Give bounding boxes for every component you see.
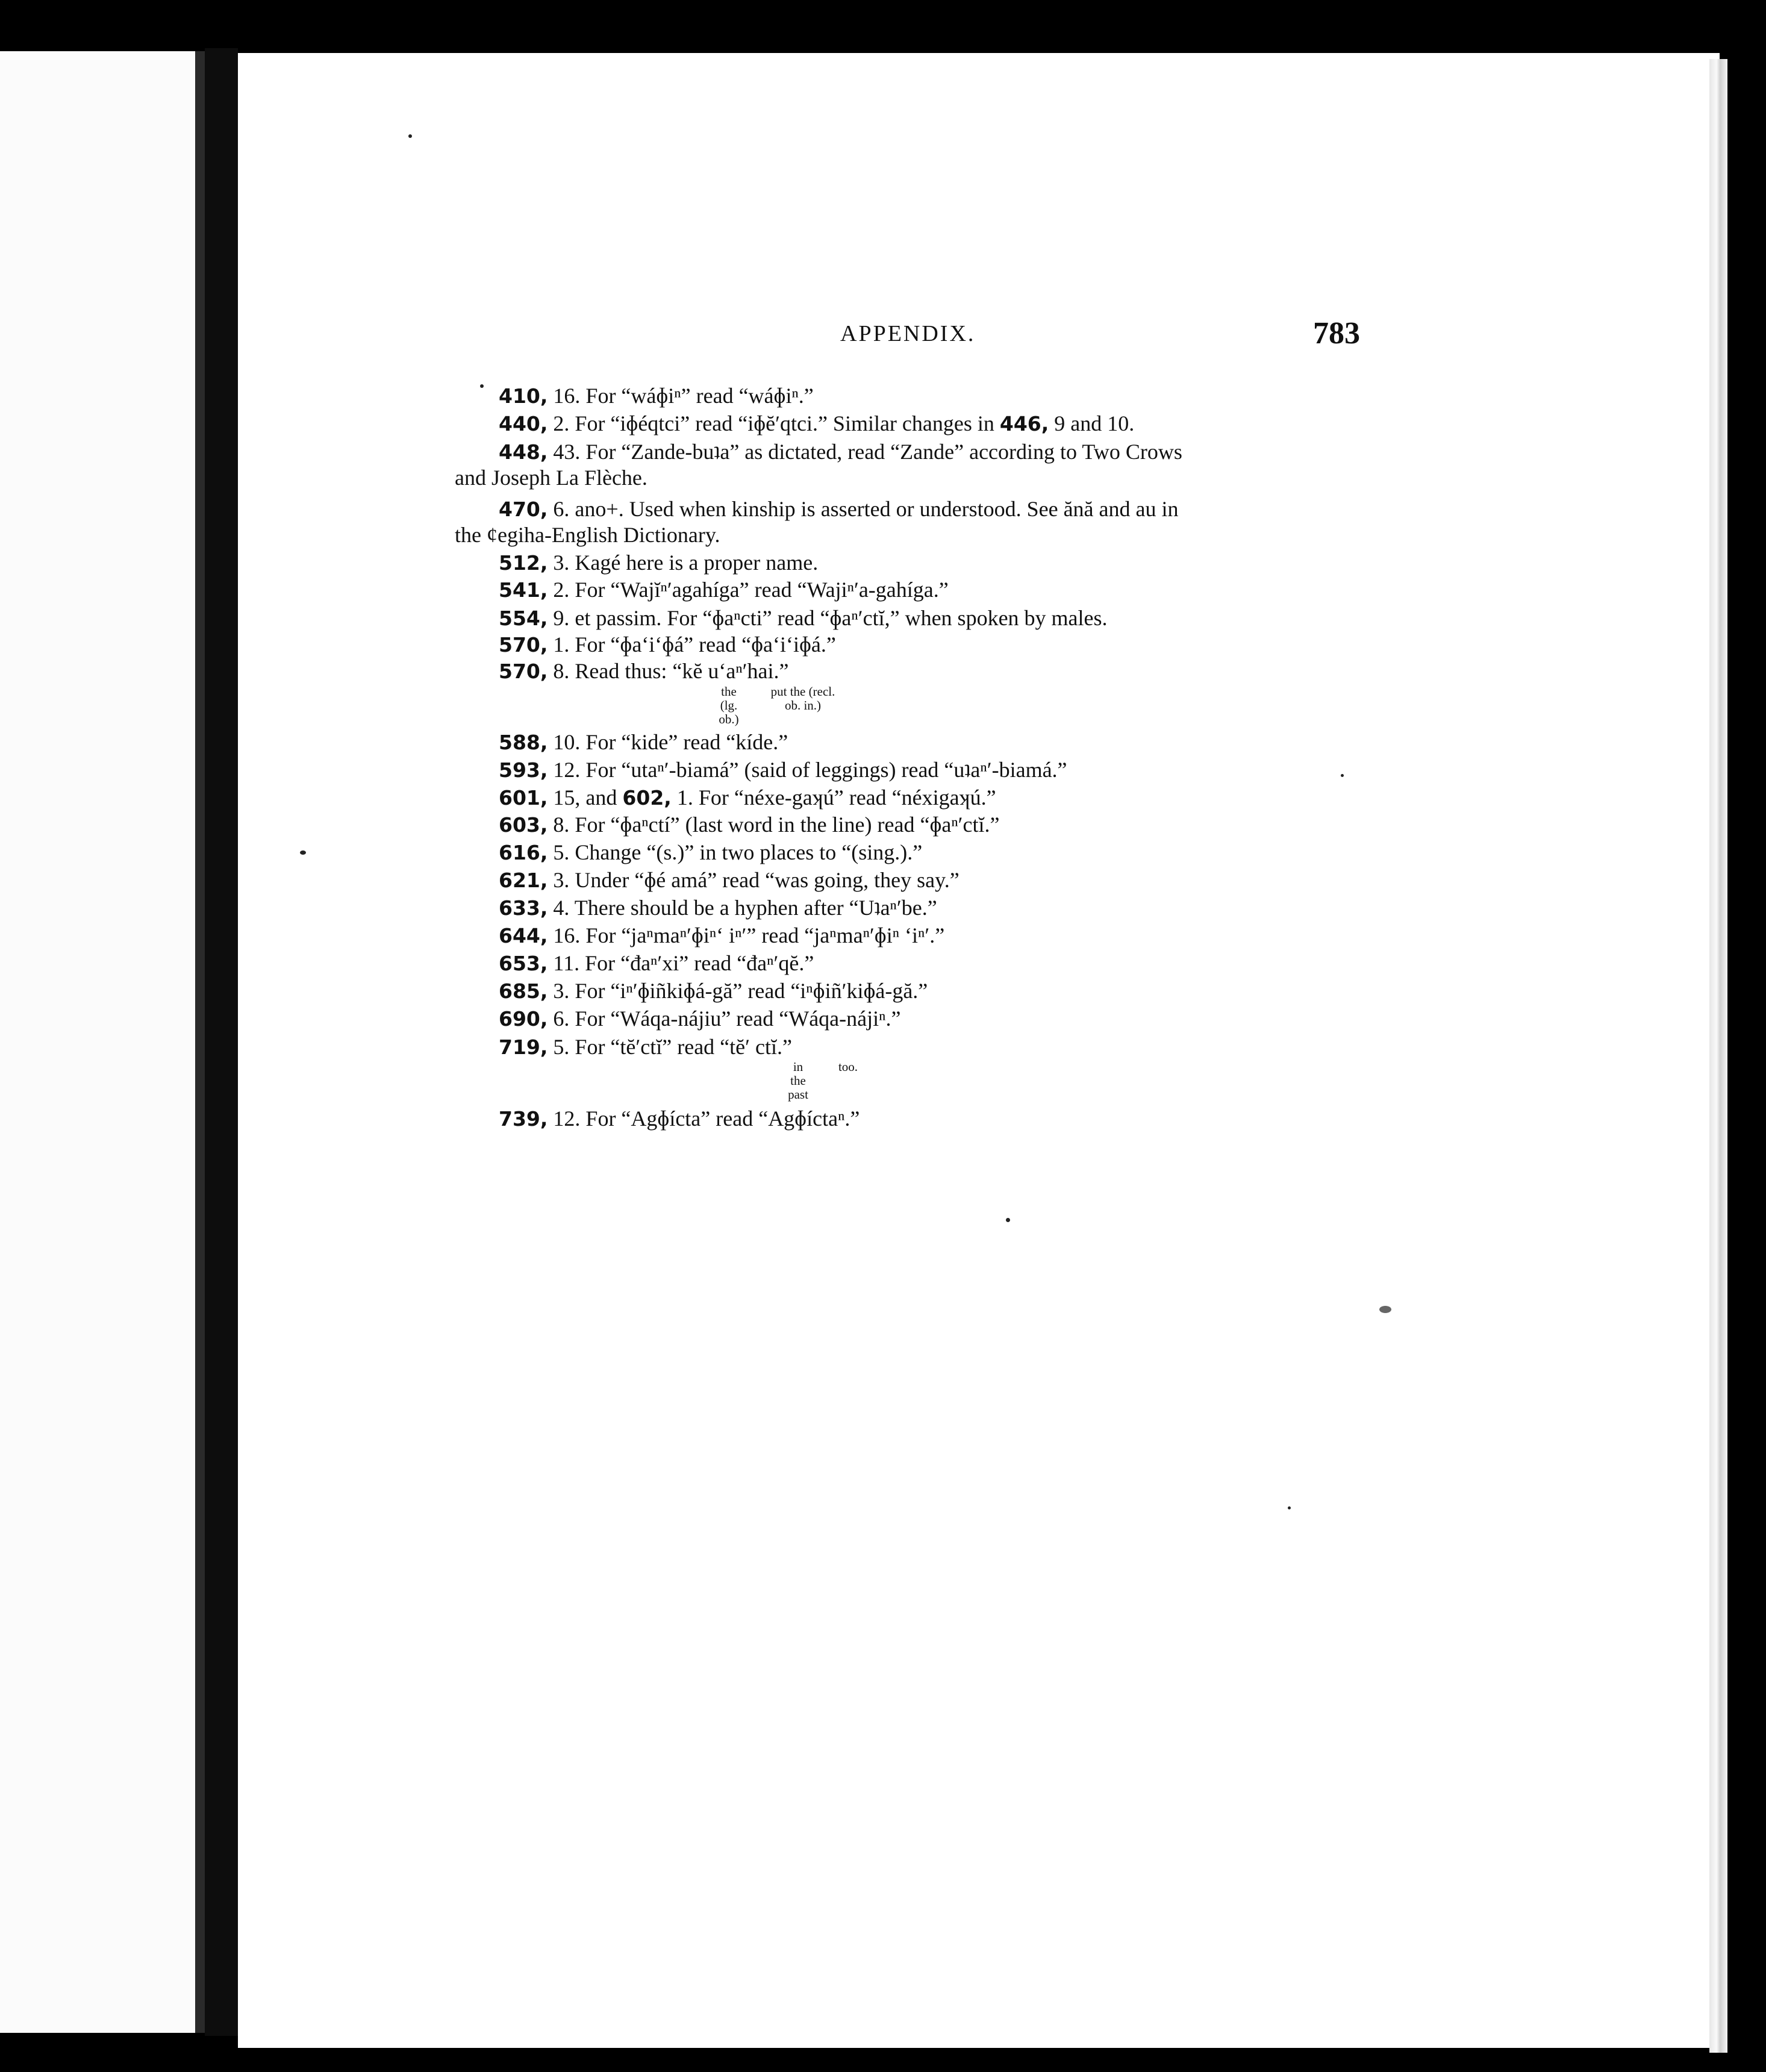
entry-text: 12. For “Agɸícta” read “Agɸíctaⁿ.”	[548, 1106, 860, 1131]
entry-ref: 570,	[499, 633, 548, 657]
entry-ref: 470,	[499, 498, 548, 521]
running-head: APPENDIX.	[840, 321, 976, 346]
entry-text: 16. For “wáɸiⁿ” read “wáɸiⁿ.”	[548, 384, 814, 408]
entry-ref: 644,	[499, 924, 548, 947]
entry-ref: 685,	[499, 979, 548, 1003]
entry-ref: 603,	[499, 813, 548, 837]
entry-line	[499, 757, 1067, 784]
entry-ref: 554,	[499, 607, 548, 630]
entry-line	[499, 1105, 860, 1132]
entry-ref: 541,	[499, 578, 548, 602]
entry-text: 6. For “Wáqa-nájiu” read “Wáqa-nájiⁿ.”	[548, 1006, 901, 1031]
entry-text: 5. For “tĕ′ctĭ” read “tĕ′ ctĭ.”	[548, 1035, 792, 1059]
entry-line	[499, 496, 1179, 523]
entry-text: 16. For “jaⁿmaⁿ′ɸiⁿ‘ iⁿ′” read “jaⁿmaⁿ′ɸiⁿ ‘iⁿ′.”	[548, 923, 945, 947]
entry-ref: 601,	[499, 786, 548, 810]
entry-ref: 440,	[499, 412, 548, 435]
interlinear-gloss: the (lg. ob.)	[719, 684, 739, 726]
entry-ref: 588,	[499, 731, 548, 754]
entry-text: 9. et passim. For “ɸaⁿcti” read “ɸaⁿ′ctĭ,” when spoken by males.	[548, 606, 1108, 630]
interlinear-gloss: in the past	[788, 1059, 808, 1102]
entry-line	[499, 631, 836, 658]
entry-text: 3. For “iⁿ′ɸiñkiɸá-gă” read “iⁿɸiñ′kiɸá-gă.”	[548, 979, 928, 1003]
entry-line	[499, 658, 789, 685]
scan-speck	[1288, 1506, 1291, 1509]
entry-text: 3. Kagé here is a proper name.	[548, 551, 819, 575]
scan-speck	[1006, 1218, 1010, 1222]
scan-speck	[300, 850, 306, 855]
scan-speck	[480, 384, 484, 388]
entry-text: 1. For “néxe-gaʞú” read “néxigaʞú.”	[671, 785, 996, 810]
entry-line	[499, 1005, 900, 1032]
entry-line	[499, 410, 1134, 437]
entry-line	[499, 576, 949, 604]
entry-line	[499, 867, 959, 894]
entry-ref: 512,	[499, 551, 548, 575]
scan-speck	[408, 134, 412, 138]
entry-ref: 448,	[499, 440, 548, 464]
entry-text: 6. ano+. Used when kinship is asserted or understood. See ănă and au in	[548, 497, 1179, 521]
entry-line	[499, 729, 788, 756]
entry-text: 10. For “kide” read “kíde.”	[548, 730, 788, 754]
page-number: 783	[1313, 316, 1360, 351]
entry-ref: 633,	[499, 896, 548, 920]
entry-line	[499, 549, 818, 576]
entry-line	[499, 1034, 792, 1061]
entry-text: 8. Read thus: “kĕ u‘aⁿ′hai.”	[548, 659, 789, 683]
entry-line	[499, 605, 1108, 632]
entry-text: the ȼegiha-English Dictionary.	[455, 523, 720, 547]
entry-text: 2. For “Wajĭⁿ′agahíga” read “Wajiⁿ′a-gahíga.”	[548, 578, 949, 602]
entry-ref: 739,	[499, 1107, 548, 1131]
entry-text: 11. For “đaⁿ′xi” read “đaⁿ′qĕ.”	[548, 951, 814, 975]
entry-ref: 653,	[499, 952, 548, 975]
entry-ref: 621,	[499, 869, 548, 892]
entry-text: 4. There should be a hyphen after “Uʇaⁿ′be.”	[548, 896, 937, 920]
entry-text: 43. For “Zande-buʇa” as dictated, read “Zande” according to Two Crows	[548, 440, 1182, 464]
entry-line	[499, 784, 996, 811]
entry-text: 3. Under “ɸé amá” read “was going, they say.”	[548, 868, 959, 892]
entry-ref: 719,	[499, 1035, 548, 1059]
entry-text: 9 and 10.	[1049, 411, 1135, 435]
entry-ref: 616,	[499, 841, 548, 864]
entry-ref: 690,	[499, 1007, 548, 1031]
scan-speck	[1379, 1306, 1391, 1313]
entry-text: 5. Change “(s.)” in two places to “(sing.).”	[548, 840, 923, 864]
entry-line	[499, 978, 928, 1005]
entry-ref: 602,	[622, 786, 672, 810]
entry-text: and Joseph La Flèche.	[455, 466, 647, 490]
entry-ref: 410,	[499, 384, 548, 408]
entry-line	[499, 382, 814, 410]
entry-ref: 593,	[499, 758, 548, 782]
entry-line	[499, 950, 814, 977]
entry-text: 15, and	[548, 785, 623, 810]
entry-line	[499, 922, 944, 949]
entry-line	[499, 839, 922, 866]
entry-line	[455, 522, 720, 548]
entry-line	[499, 438, 1182, 466]
entry-line	[499, 894, 937, 922]
scan-speck	[1341, 774, 1344, 777]
entry-text: 12. For “utaⁿ′-biamá” (said of leggings) read “uʇaⁿ′-biamá.”	[548, 758, 1067, 782]
entry-line	[499, 811, 1000, 838]
entry-text: 8. For “ɸaⁿctí” (last word in the line) read “ɸaⁿ′ctĭ.”	[548, 813, 1000, 837]
entry-ref: 570,	[499, 660, 548, 683]
interlinear-gloss: too.	[838, 1059, 858, 1074]
entry-line	[455, 464, 647, 491]
entry-text: 2. For “iɸéqtci” read “iɸĕ′qtci.” Similar changes in	[548, 411, 1000, 435]
interlinear-gloss: put the (recl. ob. in.)	[770, 684, 835, 713]
entry-ref: 446,	[999, 412, 1049, 435]
entry-text: 1. For “ɸa‘i‘ɸá” read “ɸa‘i‘iɸá.”	[548, 632, 836, 657]
